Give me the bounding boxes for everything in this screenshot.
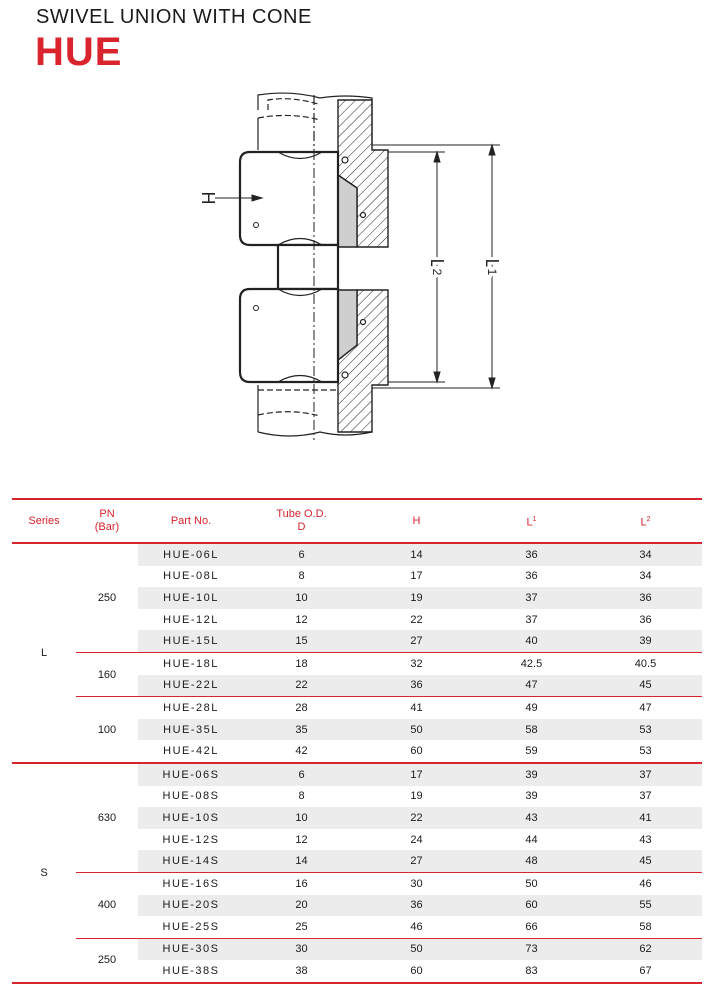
tube-od-cell: 14 xyxy=(244,850,359,873)
technical-drawing xyxy=(0,0,719,470)
h-cell: 32 xyxy=(410,657,423,670)
part-no-cell: HUE-08S xyxy=(162,790,220,803)
l2-cell: 40.5 xyxy=(634,657,657,670)
h-cell: 17 xyxy=(410,570,423,583)
pn-cell: 630 xyxy=(76,764,138,873)
l1-cell: 59 xyxy=(474,740,589,764)
part-no-cell: HUE-30S xyxy=(138,939,244,961)
l1-cell: 73 xyxy=(474,939,589,961)
body-section xyxy=(338,100,388,432)
header-series: Series xyxy=(12,498,76,544)
tube-od-cell: 28 xyxy=(295,701,308,714)
h-cell: 50 xyxy=(359,939,474,961)
h-cell: 36 xyxy=(359,675,474,698)
part-no-cell: HUE-16S xyxy=(162,877,220,890)
tube-od-cell: 10 xyxy=(244,587,359,609)
l1-cell: 49 xyxy=(525,701,538,714)
pn-cell: 160 xyxy=(76,653,138,697)
l1-cell: 40 xyxy=(474,630,589,653)
l2-cell: 34 xyxy=(589,544,702,566)
table-row xyxy=(12,873,702,895)
h-cell: 60 xyxy=(359,740,474,764)
h-cell: 50 xyxy=(359,719,474,741)
l1-cell: 47 xyxy=(474,675,589,698)
table-row xyxy=(12,653,702,675)
header-tube-od: Tube O.D. D xyxy=(244,498,359,544)
part-no-cell: HUE-12S xyxy=(162,833,220,846)
l1-cell: 83 xyxy=(474,960,589,984)
l2-cell: 43 xyxy=(639,833,652,846)
l2-cell: 55 xyxy=(589,895,702,917)
tube-od-cell: 6 xyxy=(244,544,359,566)
l2-cell: 53 xyxy=(589,719,702,741)
l1-cell: 39 xyxy=(525,790,538,803)
l1-cell: 39 xyxy=(474,764,589,786)
header-part-no: Part No. xyxy=(138,498,244,544)
part-no-cell: HUE-06L xyxy=(138,544,244,566)
series-cell: S xyxy=(12,764,76,984)
part-no-cell: HUE-15L xyxy=(138,630,244,653)
l2-cell: 45 xyxy=(589,675,702,698)
h-cell: 17 xyxy=(359,764,474,786)
l2-cell: 58 xyxy=(589,916,702,939)
l2-cell: 37 xyxy=(589,764,702,786)
tube-od-cell: 15 xyxy=(244,630,359,653)
table-row xyxy=(12,697,702,719)
header-h: H xyxy=(359,498,474,544)
dimension-l2-label: L2 xyxy=(427,258,447,276)
l2-cell: 36 xyxy=(639,613,652,626)
part-no-cell: HUE-10L xyxy=(138,587,244,609)
l2-cell: 53 xyxy=(589,740,702,764)
l2-cell: 41 xyxy=(589,807,702,829)
tube-od-cell: 20 xyxy=(244,895,359,917)
pn-cell: 400 xyxy=(76,873,138,939)
body-waist xyxy=(278,245,338,289)
table-row xyxy=(12,939,702,961)
l2-cell: 47 xyxy=(639,701,652,714)
table-header-row xyxy=(12,498,702,544)
header-l2: $L^2$ xyxy=(589,498,702,544)
h-cell: 19 xyxy=(410,790,423,803)
h-cell: 46 xyxy=(359,916,474,939)
part-no-cell: HUE-06S xyxy=(138,764,244,786)
dimension-h-label: H xyxy=(198,191,218,205)
h-cell: 41 xyxy=(410,701,423,714)
pn-cell: 100 xyxy=(76,697,138,764)
tube-od-cell: 30 xyxy=(244,939,359,961)
pn-cell: 250 xyxy=(76,939,138,984)
part-no-cell: HUE-12L xyxy=(163,613,219,626)
l2-cell: 45 xyxy=(589,850,702,873)
l1-cell: 37 xyxy=(525,613,538,626)
part-no-cell: HUE-42L xyxy=(138,740,244,764)
tube-od-cell: 8 xyxy=(298,790,305,803)
l1-cell: 50 xyxy=(525,877,538,890)
part-no-cell: HUE-25S xyxy=(138,916,244,939)
l2-cell: 62 xyxy=(589,939,702,961)
h-cell: 22 xyxy=(359,807,474,829)
tube-od-cell: 38 xyxy=(244,960,359,984)
pn-cell: 250 xyxy=(76,544,138,653)
l1-cell: 36 xyxy=(525,570,538,583)
l2-cell: 37 xyxy=(639,790,652,803)
header-l1: $L^1$ xyxy=(474,498,589,544)
page-subtitle: SWIVEL UNION WITH CONE xyxy=(36,6,312,28)
l1-cell: 42.5 xyxy=(520,657,543,670)
tube-od-cell: 8 xyxy=(298,570,305,583)
h-cell: 36 xyxy=(359,895,474,917)
l1-cell: 36 xyxy=(474,544,589,566)
part-no-cell: HUE-14S xyxy=(138,850,244,873)
tube-od-cell: 12 xyxy=(295,613,308,626)
h-cell: 27 xyxy=(359,850,474,873)
part-no-cell: HUE-18L xyxy=(163,657,219,670)
tube-od-cell: 35 xyxy=(244,719,359,741)
table-row xyxy=(12,544,702,566)
h-cell: 22 xyxy=(410,613,423,626)
spec-table xyxy=(12,498,702,984)
part-no-cell: HUE-35L xyxy=(138,719,244,741)
l2-cell: 34 xyxy=(639,570,652,583)
l2-cell: 39 xyxy=(589,630,702,653)
tube-od-cell: 10 xyxy=(244,807,359,829)
l1-cell: 37 xyxy=(474,587,589,609)
h-cell: 14 xyxy=(359,544,474,566)
tube-od-cell: 42 xyxy=(244,740,359,764)
l1-cell: 60 xyxy=(474,895,589,917)
l2-cell: 46 xyxy=(639,877,652,890)
part-no-cell: HUE-10S xyxy=(138,807,244,829)
l1-cell: 43 xyxy=(474,807,589,829)
table-row xyxy=(12,764,702,786)
l1-cell: 66 xyxy=(474,916,589,939)
part-no-cell: HUE-22L xyxy=(138,675,244,698)
h-cell: 30 xyxy=(410,877,423,890)
l2-cell: 36 xyxy=(589,587,702,609)
part-no-cell: HUE-08L xyxy=(163,570,219,583)
dimension-h xyxy=(215,195,262,201)
tube-od-cell: 22 xyxy=(244,675,359,698)
spec-table-body xyxy=(12,544,702,984)
part-no-cell: HUE-20S xyxy=(138,895,244,917)
product-code: HUE xyxy=(35,30,123,74)
tube-od-cell: 6 xyxy=(244,764,359,786)
l1-cell: 48 xyxy=(474,850,589,873)
tube-od-cell: 16 xyxy=(295,877,308,890)
h-cell: 60 xyxy=(359,960,474,984)
tube-od-cell: 12 xyxy=(295,833,308,846)
header-pn: PN (Bar) xyxy=(76,498,138,544)
l2-cell: 67 xyxy=(589,960,702,984)
l1-cell: 44 xyxy=(525,833,538,846)
series-cell: L xyxy=(12,544,76,764)
lower-nut xyxy=(240,289,338,382)
dimension-l1-label: L1 xyxy=(482,258,502,276)
part-no-cell: HUE-38S xyxy=(138,960,244,984)
l1-cell: 58 xyxy=(474,719,589,741)
h-cell: 19 xyxy=(359,587,474,609)
tube-od-cell: 25 xyxy=(244,916,359,939)
part-no-cell: HUE-28L xyxy=(163,701,219,714)
tube-od-cell: 18 xyxy=(295,657,308,670)
h-cell: 24 xyxy=(410,833,423,846)
h-cell: 27 xyxy=(359,630,474,653)
